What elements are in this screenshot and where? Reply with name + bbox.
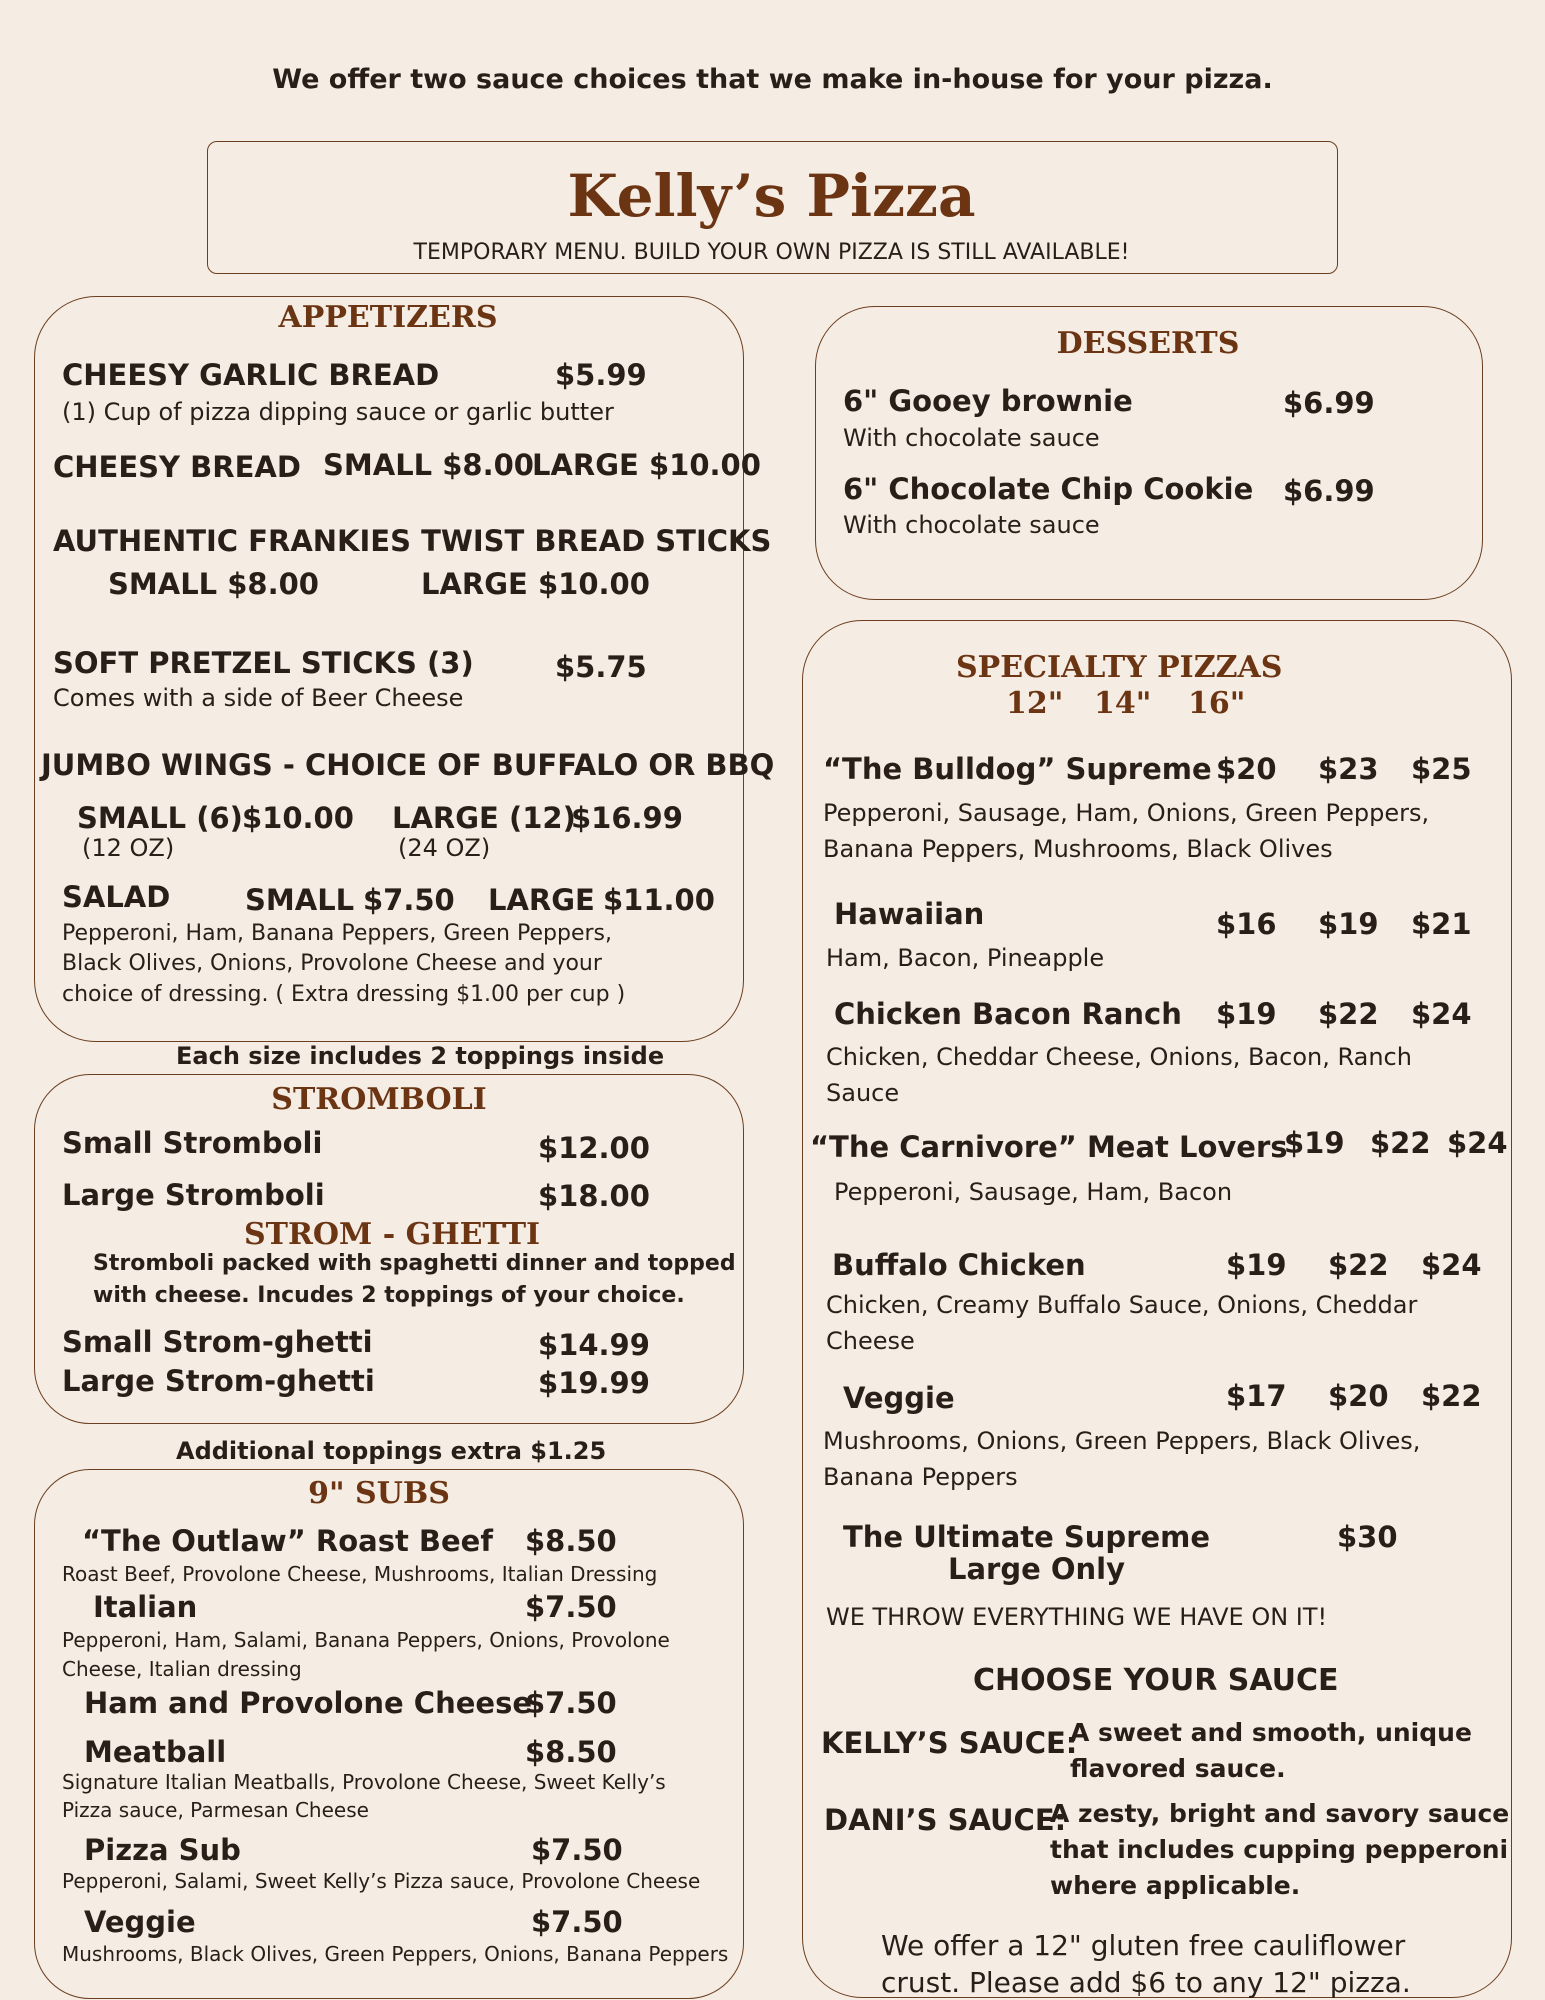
gluten-free-line-1: We offer a 12" gluten free cauliflower [881, 1929, 1406, 1962]
pretzel-name: SOFT PRETZEL STICKS (3) [53, 646, 474, 680]
stromboli-heading: STROMBOLI [271, 1082, 487, 1117]
pretzel-price: $5.75 [555, 650, 647, 684]
sub-italian-name: Italian [93, 1590, 198, 1624]
dani-sauce-name: DANI’S SAUCE: [824, 1803, 1067, 1837]
pizza-bulldog-desc-1: Pepperoni, Sausage, Ham, Onions, Green Peppers, [823, 799, 1430, 827]
wings-large-price: $16.99 [571, 801, 683, 835]
wings-large-label: LARGE (12) [392, 801, 576, 835]
sub-veggie-desc: Mushrooms, Black Olives, Green Peppers, Onions, Banana Peppers [62, 1942, 729, 1966]
sub-meatball-name: Meatball [84, 1735, 227, 1769]
small-stromboli-price: $12.00 [538, 1131, 650, 1165]
pizza-buffalo-desc-2: Cheese [826, 1327, 915, 1355]
sub-veggie-price: $7.50 [531, 1905, 623, 1939]
pizza-buffalo-name: Buffalo Chicken [832, 1248, 1086, 1282]
pizza-hawaiian-name: Hawaiian [834, 897, 985, 931]
sub-outlaw-desc: Roast Beef, Provolone Cheese, Mushrooms, Italian Dressing [62, 1562, 658, 1586]
dessert-cookie-desc: With chocolate sauce [843, 511, 1100, 539]
pizza-carnivore-desc: Pepperoni, Sausage, Ham, Bacon [834, 1178, 1233, 1206]
dessert-cookie-name: 6" Chocolate Chip Cookie [843, 472, 1254, 506]
cheesy-garlic-bread-name: CHEESY GARLIC BREAD [62, 358, 440, 392]
cheesy-garlic-bread-price: $5.99 [555, 358, 647, 392]
dessert-brownie-price: $6.99 [1283, 386, 1375, 420]
sub-ham-provolone-price: $7.50 [525, 1686, 617, 1720]
sub-veggie-name: Veggie [84, 1905, 196, 1939]
sub-pizza-desc: Pepperoni, Salami, Sweet Kelly’s Pizza sauce, Provolone Cheese [62, 1869, 701, 1893]
small-stromboli-name: Small Stromboli [62, 1126, 323, 1160]
large-stromboli-name: Large Stromboli [62, 1178, 325, 1212]
wings-small-size: (12 OZ) [82, 834, 175, 862]
pizza-carnivore-16: $24 [1447, 1126, 1508, 1160]
kelly-sauce-name: KELLY’S SAUCE: [821, 1726, 1078, 1760]
sub-outlaw-name: “The Outlaw” Roast Beef [82, 1524, 493, 1558]
sub-meatball-price: $8.50 [525, 1735, 617, 1769]
strom-ghetti-heading: STROM - GHETTI [244, 1217, 541, 1252]
wings-small-label: SMALL (6) [77, 801, 243, 835]
dessert-brownie-desc: With chocolate sauce [843, 424, 1100, 452]
pizza-buffalo-16: $24 [1421, 1248, 1482, 1282]
sub-outlaw-price: $8.50 [525, 1524, 617, 1558]
pizza-veggie-14: $20 [1328, 1379, 1389, 1413]
restaurant-title: Kelly’s Pizza [567, 162, 976, 230]
sauce-heading: CHOOSE YOUR SAUCE [973, 1663, 1339, 1698]
pizza-buffalo-desc-1: Chicken, Creamy Buffalo Sauce, Onions, Cheddar [826, 1291, 1418, 1319]
sub-meatball-desc-1: Signature Italian Meatballs, Provolone Cheese, Sweet Kelly’s [62, 1770, 666, 1794]
pizza-bulldog-12: $20 [1216, 752, 1277, 786]
small-strom-ghetti-price: $14.99 [538, 1328, 650, 1362]
sub-pizza-price: $7.50 [531, 1833, 623, 1867]
header-subtitle: TEMPORARY MENU. BUILD YOUR OWN PIZZA IS STILL AVAILABLE! [413, 240, 1130, 265]
subs-heading: 9" SUBS [308, 1476, 450, 1511]
pizza-bulldog-14: $23 [1318, 752, 1379, 786]
dani-sauce-desc-1: A zesty, bright and savory sauce [1050, 1799, 1510, 1828]
salad-large-label: LARGE [488, 883, 595, 917]
pizza-veggie-12: $17 [1226, 1379, 1287, 1413]
pizza-buffalo-12: $19 [1226, 1248, 1287, 1282]
pizza-ultimate-price: $30 [1337, 1520, 1398, 1554]
dessert-brownie-name: 6" Gooey brownie [843, 384, 1133, 418]
size-16-header: 16" [1188, 686, 1246, 721]
sub-italian-price: $7.50 [525, 1590, 617, 1624]
pretzel-desc: Comes with a side of Beer Cheese [53, 684, 464, 712]
twist-sticks-large: LARGE $10.00 [421, 567, 650, 601]
sub-italian-desc-2: Cheese, Italian dressing [62, 1657, 302, 1681]
sub-meatball-desc-2: Pizza sauce, Parmesan Cheese [62, 1798, 369, 1822]
pizza-veggie-desc-2: Banana Peppers [823, 1463, 1018, 1491]
size-12-header: 12" [1006, 686, 1064, 721]
pizza-ultimate-desc: WE THROW EVERYTHING WE HAVE ON IT! [826, 1603, 1328, 1631]
pizza-cbr-16: $24 [1411, 997, 1472, 1031]
sub-italian-desc-1: Pepperoni, Ham, Salami, Banana Peppers, Onions, Provolone [62, 1628, 670, 1652]
wings-name: JUMBO WINGS - CHOICE OF BUFFALO OR BBQ [41, 748, 775, 782]
salad-name: SALAD [62, 880, 171, 914]
large-stromboli-price: $18.00 [538, 1179, 650, 1213]
toppings-note: Additional toppings extra $1.25 [176, 1437, 607, 1465]
dessert-cookie-price: $6.99 [1283, 474, 1375, 508]
dani-sauce-desc-2: that includes cupping pepperoni [1050, 1835, 1509, 1864]
strom-ghetti-desc-2: with cheese. Incudes 2 toppings of your choice. [93, 1283, 685, 1308]
pizza-cbr-14: $22 [1318, 997, 1379, 1031]
salad-desc-2: Black Olives, Onions, Provolone Cheese and your [62, 951, 602, 976]
sub-pizza-name: Pizza Sub [84, 1833, 241, 1867]
pizza-carnivore-14: $22 [1370, 1126, 1431, 1160]
salad-small-price: $7.50 [363, 883, 455, 917]
salad-desc-3: choice of dressing. ( Extra dressing $1.00 per cup ) [62, 982, 626, 1007]
sauce-intro-text: We offer two sauce choices that we make in-house for your pizza. [272, 64, 1273, 95]
dani-sauce-desc-3: where applicable. [1050, 1871, 1301, 1900]
gluten-free-line-2: crust. Please add $6 to any 12" pizza. [881, 1966, 1411, 1999]
pizza-bulldog-name: “The Bulldog” Supreme [823, 752, 1212, 786]
large-strom-ghetti-price: $19.99 [538, 1366, 650, 1400]
pizza-carnivore-12: $19 [1284, 1126, 1345, 1160]
pizza-veggie-desc-1: Mushrooms, Onions, Green Peppers, Black Olives, [823, 1427, 1421, 1455]
pizza-ultimate-name: The Ultimate Supreme [843, 1520, 1211, 1554]
pizza-hawaiian-desc: Ham, Bacon, Pineapple [826, 944, 1105, 972]
cheesy-garlic-bread-desc: (1) Cup of pizza dipping sauce or garlic butter [62, 398, 614, 426]
pizza-hawaiian-12: $16 [1216, 907, 1277, 941]
pizza-cbr-12: $19 [1216, 997, 1277, 1031]
cheesy-bread-small: SMALL $8.00 [323, 448, 534, 482]
pizza-veggie-name: Veggie [843, 1381, 955, 1415]
pizza-veggie-16: $22 [1421, 1379, 1482, 1413]
pizza-bulldog-desc-2: Banana Peppers, Mushrooms, Black Olives [823, 835, 1333, 863]
pizza-buffalo-14: $22 [1328, 1248, 1389, 1282]
pizza-cbr-name: Chicken Bacon Ranch [834, 997, 1182, 1031]
cheesy-bread-large: LARGE $10.00 [532, 448, 761, 482]
pizza-hawaiian-14: $19 [1318, 907, 1379, 941]
twist-sticks-small: SMALL $8.00 [108, 567, 319, 601]
cheesy-bread-name: CHEESY BREAD [53, 450, 301, 484]
appetizers-heading: APPETIZERS [278, 300, 498, 335]
kelly-sauce-desc-1: A sweet and smooth, unique [1070, 1718, 1472, 1747]
large-strom-ghetti-name: Large Strom-ghetti [62, 1364, 375, 1398]
desserts-heading: DESSERTS [1056, 326, 1240, 361]
wings-small-price: $10.00 [242, 801, 354, 835]
sub-ham-provolone-name: Ham and Provolone Cheese [84, 1686, 532, 1720]
salad-small-label: SMALL [245, 883, 355, 917]
pizza-ultimate-note: Large Only [948, 1552, 1126, 1586]
pizza-bulldog-16: $25 [1411, 752, 1472, 786]
stromboli-note: Each size includes 2 toppings inside [176, 1042, 665, 1070]
kelly-sauce-desc-2: flavored sauce. [1070, 1754, 1286, 1783]
wings-large-size: (24 OZ) [398, 834, 491, 862]
specialty-pizzas-heading: SPECIALTY PIZZAS [956, 650, 1283, 685]
twist-sticks-name: AUTHENTIC FRANKIES TWIST BREAD STICKS [53, 524, 772, 558]
pizza-carnivore-name: “The Carnivore” Meat Lovers [810, 1130, 1288, 1164]
size-14-header: 14" [1094, 686, 1152, 721]
small-strom-ghetti-name: Small Strom-ghetti [62, 1325, 373, 1359]
pizza-cbr-desc-2: Sauce [826, 1079, 900, 1107]
salad-large-price: $11.00 [603, 883, 715, 917]
strom-ghetti-desc-1: Stromboli packed with spaghetti dinner and topped [93, 1251, 736, 1276]
salad-desc-1: Pepperoni, Ham, Banana Peppers, Green Peppers, [62, 921, 612, 946]
pizza-hawaiian-16: $21 [1411, 907, 1472, 941]
pizza-cbr-desc-1: Chicken, Cheddar Cheese, Onions, Bacon, Ranch [826, 1043, 1412, 1071]
